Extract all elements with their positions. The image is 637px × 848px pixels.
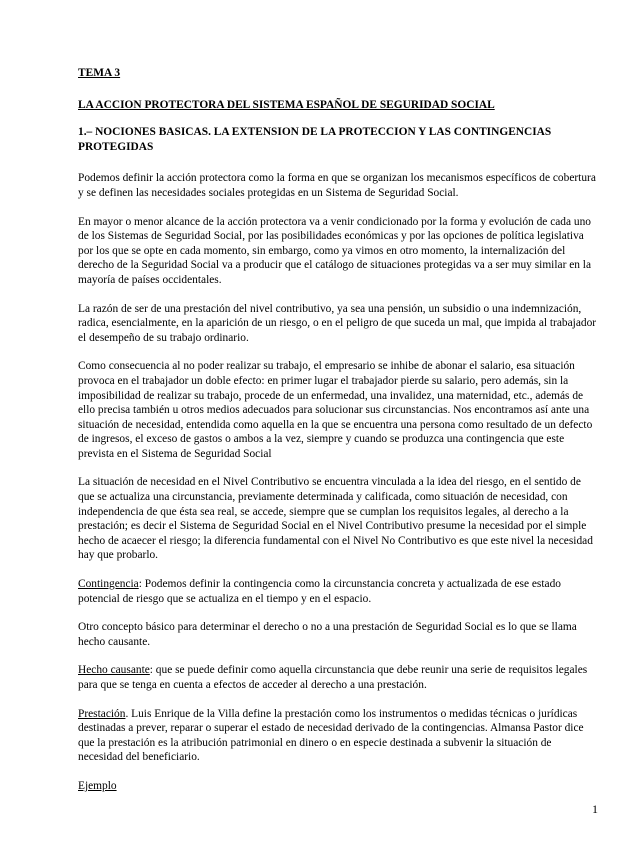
prestacion-text: . Luis Enrique de la Villa define la prestación como los instrumentos o medidas técnicas o jurídicas destinadas a prever, reparar o superar el estado de necesidad derivado de la contingencias. Almansa Pastor dice que la prestación es la atribución patrimonial en dinero o en especie destinada a subvenir la situación de necesidad del beneficiario.	[78, 707, 584, 764]
paragraph-hecho-intro: Otro concepto básico para determinar el derecho o no a una prestación de Seguridad Social es lo que se llama hecho causante.	[78, 621, 577, 648]
term-prestacion: Prestación	[78, 707, 126, 720]
paragraph-necesidad: La situación de necesidad en el Nivel Contributivo se encuentra vinculada a la idea del riesgo, en el sentido de que se actualiza una circunstancia, previamente determinada y calificada, como situación de necesidad, con independencia de que ésta sea real, se accede, siempre que se cumplan los requisitos legales, al derecho a la prestación; es decir el Sistema de Seguridad Social en el Nivel Contributivo presume la necesidad por el simple hecho de acaecer el riesgo; la diferencia fundamental con el Nivel No Contributivo es que este nivel la necesidad hay que probarlo.	[78, 476, 593, 562]
paragraph-alcance: En mayor o menor alcance de la acción protectora va a venir condicionado por la forma y evolución de cada uno de los Sistemas de Seguridad Social, por las posibilidades económicas y por las opciones de política legislativa por los que se opte en cada momento, sin embargo, como ya vimos en otro momento, la internalización del derecho de la Seguridad Social va a producir que el catálogo de situaciones protegidas va a ser muy similar en la mayoría de países occidentales.	[78, 215, 592, 286]
paragraph-prestacion	[78, 707, 598, 765]
section-heading: 1.– NOCIONES BASICAS. LA EXTENSION DE LA PROTECCION Y LAS CONTINGENCIAS PROTEGIDAS	[78, 126, 552, 153]
paragraph-razon: La razón de ser de una prestación del nivel contributivo, ya sea una pensión, un subsidio o una indemnización, radica, esencialmente, en la aparición de un riesgo, o en el peligro de que suceda un mal, que impida al trabajador el desempeño de su trabajo ordinario.	[78, 302, 597, 344]
paragraph-contingencia	[78, 577, 598, 606]
page-number: 1	[592, 802, 598, 816]
tema-heading: TEMA 3	[78, 67, 121, 79]
paragraph-consecuencia: Como consecuencia al no poder realizar su trabajo, el empresario se inhibe de abonar el salario, esa situación provoca en el trabajador un doble efecto: en primer lugar el trabajador pierde su salario, pero además, sin la imposibilidad de realizar su trabajo, procede de un enfermedad, una invalidez, una maternidad, etc., además de ello precisa también u otros medios adecuados para solucionar sus circunstancias. Nos encontramos así ante una situación de necesidad, entendida como aquella en la que se encuentra una persona como resultado de un defecto de ingresos, el exceso de gastos o ambos a la vez, siempre y cuando se produzca una contingencia que este prevista en el Sistema de Seguridad Social	[78, 360, 593, 460]
document-title: LA ACCION PROTECTORA DEL SISTEMA ESPAÑOL DE SEGURIDAD SOCIAL	[78, 98, 495, 111]
hecho-causante-text: : que se puede definir como aquella circunstancia que debe reunir una serie de requisitos legales para que se tenga en cuenta a efectos de acceder al derecho a una prestación.	[78, 664, 588, 691]
term-hecho-causante: Hecho causante	[78, 664, 150, 677]
term-contingencia: Contingencia	[78, 578, 139, 591]
contingencia-text: : Podemos definir la contingencia como la circunstancia concreta y actualizada de ese estado potencial de riesgo que se actualiza en el tiempo y en el espacio.	[78, 578, 561, 605]
document-body	[78, 66, 598, 794]
paragraph-definition: Podemos definir la acción protectora como la forma en que se organizan los mecanismos específicos de cobertura y se definen las necesidades sociales protegidas en un Sistema de Seguridad Social.	[78, 172, 596, 199]
paragraph-hecho-causante	[78, 663, 598, 692]
ejemplo-heading: Ejemplo	[78, 779, 117, 792]
